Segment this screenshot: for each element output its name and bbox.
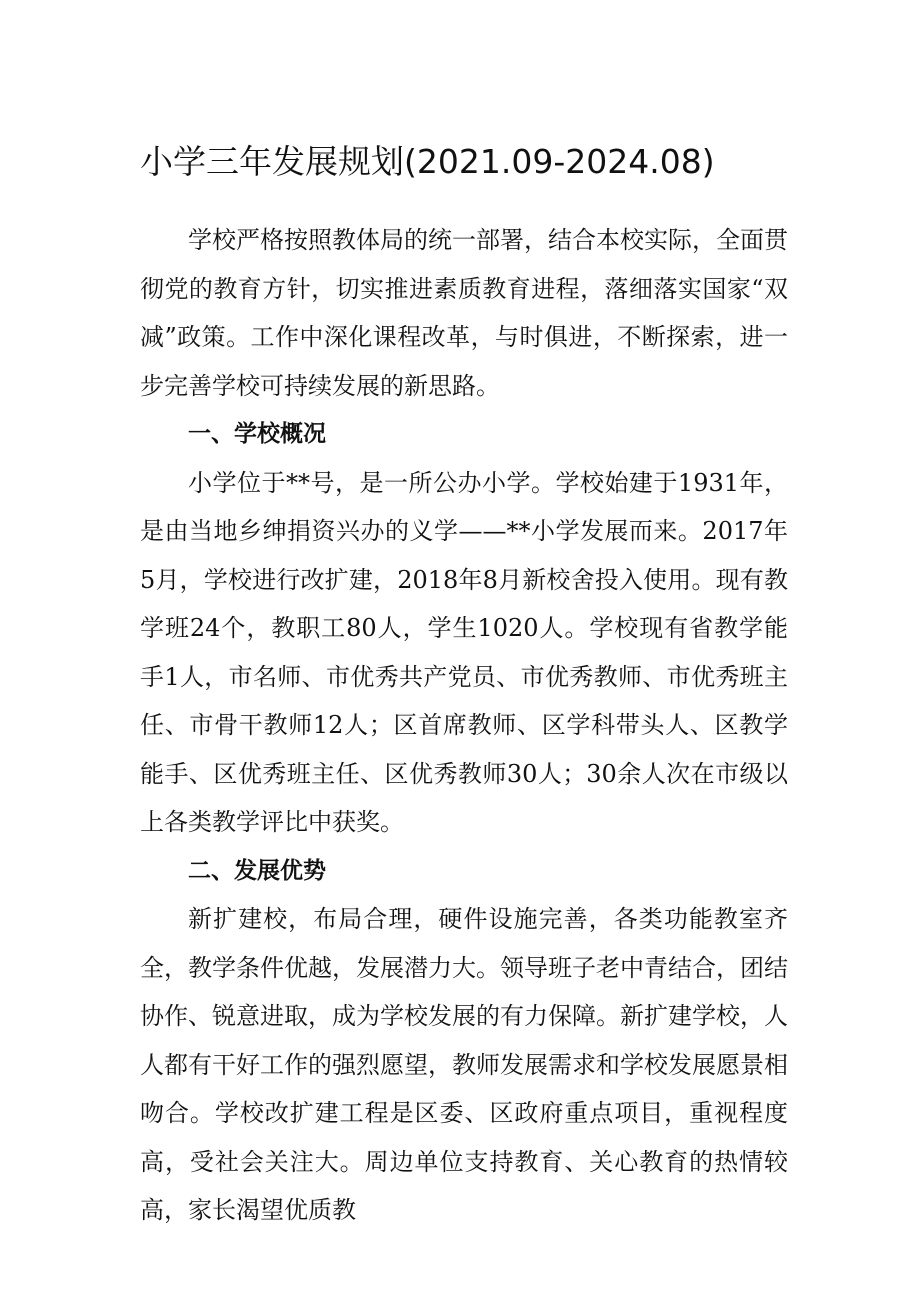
document-title: 小学三年发展规划(2021.09-2024.08) xyxy=(140,142,715,181)
section-heading-advantages: 二、发展优势 xyxy=(188,857,326,884)
advantages-paragraph: 新扩建校，布局合理，硬件设施完善，各类功能教室齐全，教学条件优越，发展潜力大。领导班子老中青结合，团结协作、锐意进取，成为学校发展的有力保障。新扩建学校，人人都有干好工作的强烈愿望，教师发展需求和学校发展愿景相吻合。学校改扩建工程是区委、区政府重点项目，重视程度高，受社会关注大。周边单位支持教育、关心教育的热情较高，家长渴望优质教 xyxy=(140,905,788,1224)
overview-paragraph: 小学位于**号，是一所公办小学。学校始建于1931年，是由当地乡绅捐资兴办的义学——**小学发展而来。2017年5月，学校进行改扩建，2018年8月新校舍投入使用。现有教学班24个，教职工80人，学生1020人。学校现有省教学能手1人，市名师、市优秀共产党员、市优秀教师、市优秀班主任、市骨干教师12人；区首席教师、区学科带头人、区教学能手、区优秀班主任、区优秀教师30人；30余人次在市级以上各类教学评比中获奖。 xyxy=(140,468,788,836)
intro-paragraph: 学校严格按照教体局的统一部署，结合本校实际，全面贯彻党的教育方针，切实推进素质教育进程，落细落实国家“双减”政策。工作中深化课程改革，与时俱进，不断探索，进一步完善学校可持续发展的新思路。 xyxy=(140,226,788,400)
document-body xyxy=(140,216,788,1235)
section-heading-overview: 一、学校概况 xyxy=(188,421,326,447)
